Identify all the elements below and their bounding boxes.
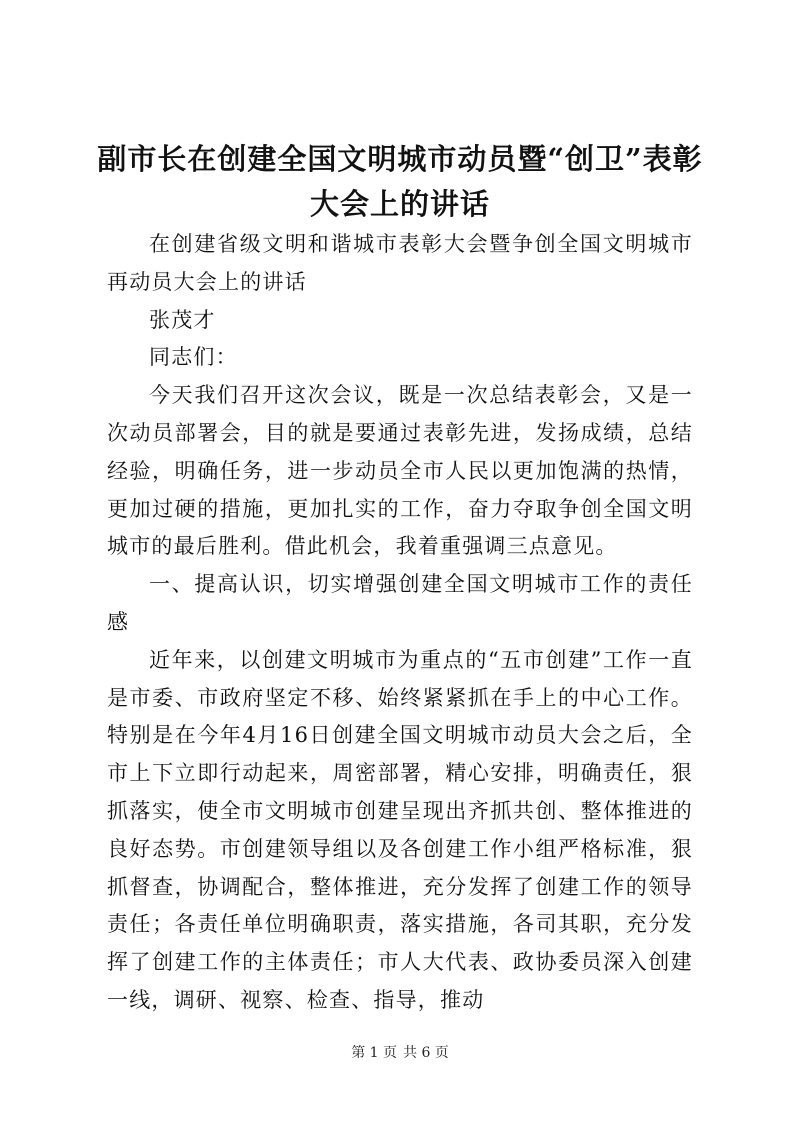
page-total: 共 6 页 (403, 1045, 449, 1061)
paragraph: 近年来，以创建文明城市为重点的“五市创建”工作一直是市委、市政府坚定不移、始终紧紧抓在手上的中心工作。特别是在今年4月16日创建全国文明城市动员大会之后，全市上下立即行动起来，周密部署，精心安排，明确责任，狠抓落实，使全市文明城市创建呈现出齐抓共创、整体推进的良好态势。市创建领导组以及各创建工作小组严格标准，狠抓督查，协调配合，整体推进，充分发挥了创建工作的领导责任；各责任单位明确职责，落实措施，各司其职，充分发挥了创建工作的主体责任；市人大代表、政协委员深入创建一线，调研、视察、检查、指导，推动 (107, 647, 693, 1012)
page-footer (0, 1043, 800, 1063)
page-number: 第 1 页 (351, 1045, 397, 1061)
document-body (107, 226, 693, 1020)
paragraph: 今天我们召开这次会议，既是一次总结表彰会，又是一次动员部署会，目的就是要通过表彰先进，发扬成绩，总结经验，明确任务，进一步动员全市人民以更加饱满的热情，更加过硬的措施，更加扎实的工作，奋力夺取争创全国文明城市的最后胜利。借此机会，我着重强调三点意见。 (107, 383, 693, 559)
paragraph: 一、提高认识，切实增强创建全国文明城市工作的责任感 (107, 572, 693, 634)
paragraph: 在创建省级文明和谐城市表彰大会暨争创全国文明城市再动员大会上的讲话 (107, 232, 693, 294)
paragraph: 张茂才 (149, 307, 216, 332)
document-title: 副市长在创建全国文明城市动员暨“创卫”表彰大会上的讲话 (97, 142, 703, 221)
paragraph: 同志们： (149, 345, 238, 370)
